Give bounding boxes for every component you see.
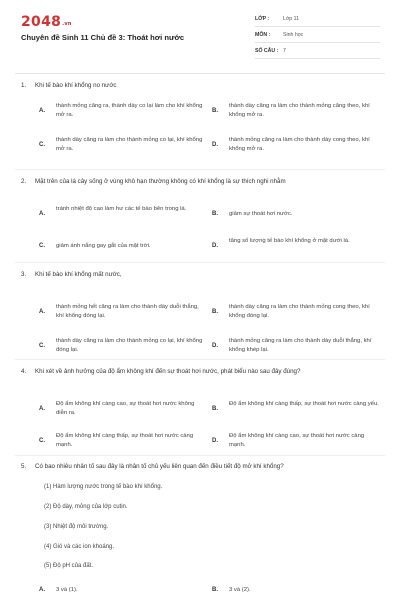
question-divider bbox=[15, 455, 385, 456]
question-divider bbox=[15, 359, 385, 360]
meta-grade bbox=[255, 14, 380, 27]
meta-value: Lớp 11 bbox=[283, 16, 299, 22]
question-2: 2. Mặt trên của lá cây sống ở vùng khô hạn thường không có khí khổng là sự thích nghi nhằm A. tránh nhiệt độ cao làm hư các tế bào bên trong lá. B. giảm sự thoát hơi nước. C. giảm ánh nắng gay gắt của mặt trời. D. tăng số lượng tế bào khí khổng ở mặt dưới lá. bbox=[21, 177, 381, 186]
site-logo[interactable]: 2048.vn bbox=[21, 14, 72, 30]
statement-4: (4) Gió và các ion khoáng. bbox=[44, 544, 115, 550]
question-stem: 3. Khi tế bào khí khổng mất nước, bbox=[21, 271, 122, 278]
question-stem: 1. Khi tế bào khí khổng no nước bbox=[21, 82, 117, 89]
statement-2: (2) Độ dày, mỏng của lớp cutin. bbox=[44, 504, 128, 510]
meta-value: 7 bbox=[283, 48, 286, 54]
meta-label: SỐ CÂU : bbox=[255, 48, 279, 54]
meta-value: Sinh học bbox=[283, 32, 304, 38]
document-header bbox=[0, 0, 400, 68]
question-divider bbox=[15, 169, 385, 170]
question-3: 3. Khi tế bào khí khổng mất nước, A. thành mỏng hết căng ra làm cho thành dày duỗi thẳng, khí khổng đóng lại. B. thành dày căng ra làm cho thành mỏng cong theo, khí khổng đóng lại. C. thành dày căng ra làm cho thành mỏng co lại, khí khổng đóng lại. D. thành mỏng căng ra làm cho thành dày duỗi thẳng, khí khổng khép lại. bbox=[21, 270, 381, 279]
meta-label: MÔN : bbox=[255, 32, 271, 38]
header-divider bbox=[15, 73, 385, 74]
meta-subject bbox=[255, 30, 380, 43]
question-stem: 4. Khi xét về ảnh hưởng của độ ẩm không khí đến sự thoát hơi nước, phát biểu nào sau đây đúng? bbox=[21, 368, 301, 375]
statement-1: (1) Hàm lượng nước trong tế bào khí khổng. bbox=[44, 484, 163, 490]
statement-3: (3) Nhiệt độ môi trường. bbox=[44, 524, 109, 530]
document-title: Chuyên đề Sinh 11 Chủ đề 3: Thoát hơi nước bbox=[21, 33, 185, 42]
meta-question-count bbox=[255, 46, 380, 59]
question-4: 4. Khi xét về ảnh hưởng của độ ẩm không khí đến sự thoát hơi nước, phát biểu nào sau đây đúng? A. Độ ẩm không khí càng cao, sự thoát hơi nước không diễn ra. B. Độ ẩm không khí càng thấp, sự thoát hơi nước càng yếu. C. Độ ẩm không khí càng thấp, sự thoát hơi nước càng mạnh. D. Độ ẩm không khí càng cao, sự thoát hơi nước càng mạnh. bbox=[21, 367, 381, 376]
question-5: 5. Có bao nhiêu nhân tố sau đây là nhân tố chủ yếu liên quan đến điều tiết độ mở khí khổng? (1) Hàm lượng nước trong tế bào khí khổng. (2) Độ dày, mỏng của lớp cutin. (3) Nhiệt độ môi trường. (4) Gió và các ion khoáng. (5) Độ pH của đất. A. 3 và (1). B. 3 và (2). bbox=[21, 462, 381, 471]
question-1: 1. Khi tế bào khí khổng no nước A. thành mỏng căng ra, thành dày co lại làm cho khí khổng mở ra. B. thành dày căng ra làm cho thành mỏng căng theo, khí khổng mở ra. C. thành dày căng ra làm cho thành mỏng co lại, khí khổng mở ra. D. thành mỏng căng ra làm cho thành dày cong theo, khí khổng mở ra. bbox=[21, 81, 381, 90]
question-stem: 5. Có bao nhiêu nhân tố sau đây là nhân tố chủ yếu liên quan đến điều tiết độ mở khí khổng? bbox=[21, 463, 284, 470]
question-divider bbox=[15, 262, 385, 263]
statement-5: (5) Độ pH của đất. bbox=[44, 563, 94, 569]
question-stem: 2. Mặt trên của lá cây sống ở vùng khô hạn thường không có khí khổng là sự thích nghi nhằm bbox=[21, 178, 286, 185]
meta-label: LỚP : bbox=[255, 16, 270, 22]
